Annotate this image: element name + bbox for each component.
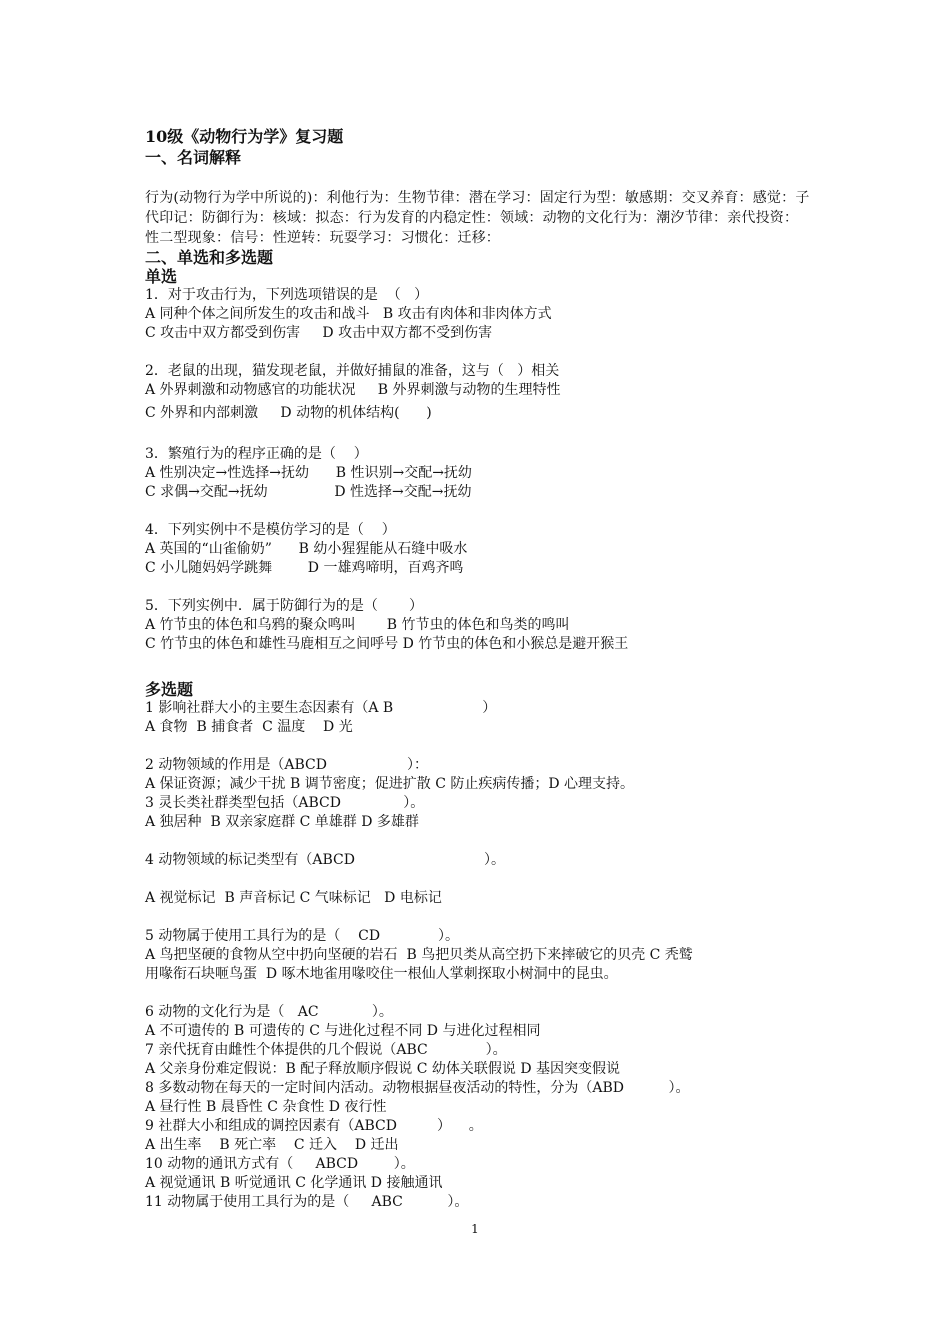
multi-line: A 视觉标记 B 声音标记 C 气味标记 D 电标记 [145,890,442,906]
option-line: C 外界和内部刺激 D 动物的机体结构( ) [145,405,432,421]
single-choice-list [145,286,810,654]
multi-line: A 鸟把坚硬的食物从空中扔向坚硬的岩石 B 鸟把贝类从高空扔下来摔破它的贝壳 C 秃鹫 [145,947,693,963]
single-choice-heading: 单选 [145,267,178,286]
multi-line: A 视觉通讯 B 听觉通讯 C 化学通讯 D 接触通讯 [145,1175,443,1191]
question-3 [145,445,810,502]
document-page [145,126,810,1212]
section2-heading: 二、单选和多选题 [145,248,274,267]
option-line: C 求偶→交配→抚幼 D 性选择→交配→抚幼 [145,484,472,500]
multi-line: 10 动物的通讯方式有（ ABCD ）。 [145,1156,415,1172]
question-text: 1．对于攻击行为，下列选项错误的是 （ ） [145,287,429,303]
question-1 [145,286,810,343]
option-line: A 英国的“山雀偷奶” B 幼小猩猩能从石缝中吸水 [145,541,468,557]
question-5 [145,597,810,654]
terms-paragraph: 行为(动物行为学中所说的)：利他行为：生物节律：潜在学习：固定行为型：敏感期：交叉养育：感觉：子代印记：防御行为：核域：拟态：行为发育的内稳定性：领域：动物的文化行为：潮汐节律：亲代投资：性二型现象：信号：性逆转：玩耍学习：习惯化：迁移： [145,190,810,246]
multi-line: A 不可遗传的 B 可遗传的 C 与进化过程不同 D 与进化过程相同 [145,1023,541,1039]
page-number: 1 [471,1222,479,1236]
multi-line: 11 动物属于使用工具行为的是（ ABC ）。 [145,1194,469,1210]
multi-line: 5 动物属于使用工具行为的是（ CD ）。 [145,928,459,944]
option-line: C 小儿随妈妈学跳舞 D 一雄鸡啼明，百鸡齐鸣 [145,560,464,576]
multi-line: 8 多数动物在每天的一定时间内活动。动物根据昼夜活动的特性，分为（ABD ）。 [145,1080,690,1096]
multi-line [145,737,810,756]
multi-line [145,870,810,889]
multi-line: 7 亲代抚育由雌性个体提供的几个假说（ABC ）。 [145,1042,507,1058]
option-line: A 同种个体之间所发生的攻击和战斗 B 攻击有肉体和非肉体方式 [145,306,552,322]
multi-choice-heading: 多选题 [145,680,194,699]
question-4 [145,521,810,578]
question-text: 4．下列实例中不是模仿学习的是（ ） [145,522,396,538]
option-line: A 外界刺激和动物感官的功能状况 B 外界刺激与动物的生理特性 [145,382,561,398]
multi-line: 6 动物的文化行为是（ AC ）。 [145,1004,393,1020]
question-text: 2．老鼠的出现，猫发现老鼠，并做好捕鼠的准备，这与（ ）相关 [145,363,560,379]
multi-line: 9 社群大小和组成的调控因素有（ABCD ） 。 [145,1118,483,1134]
question-text: 3．繁殖行为的程序正确的是（ ） [145,446,368,462]
option-line: A 性别决定→性选择→抚幼 B 性识别→交配→抚幼 [145,465,472,481]
question-text: 5．下列实例中．属于防御行为的是（ ） [145,598,424,614]
multi-line: A 出生率 B 死亡率 C 迁入 D 迁出 [145,1137,399,1153]
multi-line: A 父亲身份难定假说：B 配子释放顺序假说 C 幼体关联假说 D 基因突变假说 [145,1061,621,1077]
section1-heading: 一、名词解释 [145,148,242,167]
question-2 [145,362,810,426]
multi-line: 3 灵长类社群类型包括（ABCD ）。 [145,795,425,811]
multi-line: 2 动物领域的作用是（ABCD ）： [145,757,429,773]
multi-line: A 保证资源；减少干扰 B 调节密度；促进扩散 C 防止疾病传播；D 心理支持。 [145,776,635,792]
multi-line [145,908,810,927]
multi-line: 用喙衔石块咂鸟蛋 D 啄木地雀用喙咬住一根仙人掌刺探取小树洞中的昆虫。 [145,966,618,982]
multi-line [145,984,810,1003]
option-line: C 攻击中双方都受到伤害 D 攻击中双方都不受到伤害 [145,325,493,341]
option-line: A 竹节虫的体色和乌鸦的聚众鸣叫 B 竹节虫的体色和鸟类的鸣叫 [145,617,570,633]
multi-line: A 独居种 B 双亲家庭群 C 单雄群 D 多雄群 [145,814,419,830]
multi-line: A 食物 B 捕食者 C 温度 D 光 [145,719,353,735]
doc-title: 10级《动物行为学》复习题 [145,127,344,146]
multi-line: A 昼行性 B 晨昏性 C 杂食性 D 夜行性 [145,1099,387,1115]
multi-line [145,832,810,851]
multi-line: 4 动物领域的标记类型有（ABCD ）。 [145,852,506,868]
multi-choice-list [145,699,810,1212]
multi-line: 1 影响社群大小的主要生态因素有（A B ） [145,700,497,716]
option-line: C 竹节虫的体色和雄性马鹿相互之间呼号 D 竹节虫的体色和小猴总是避开猴王 [145,636,629,652]
